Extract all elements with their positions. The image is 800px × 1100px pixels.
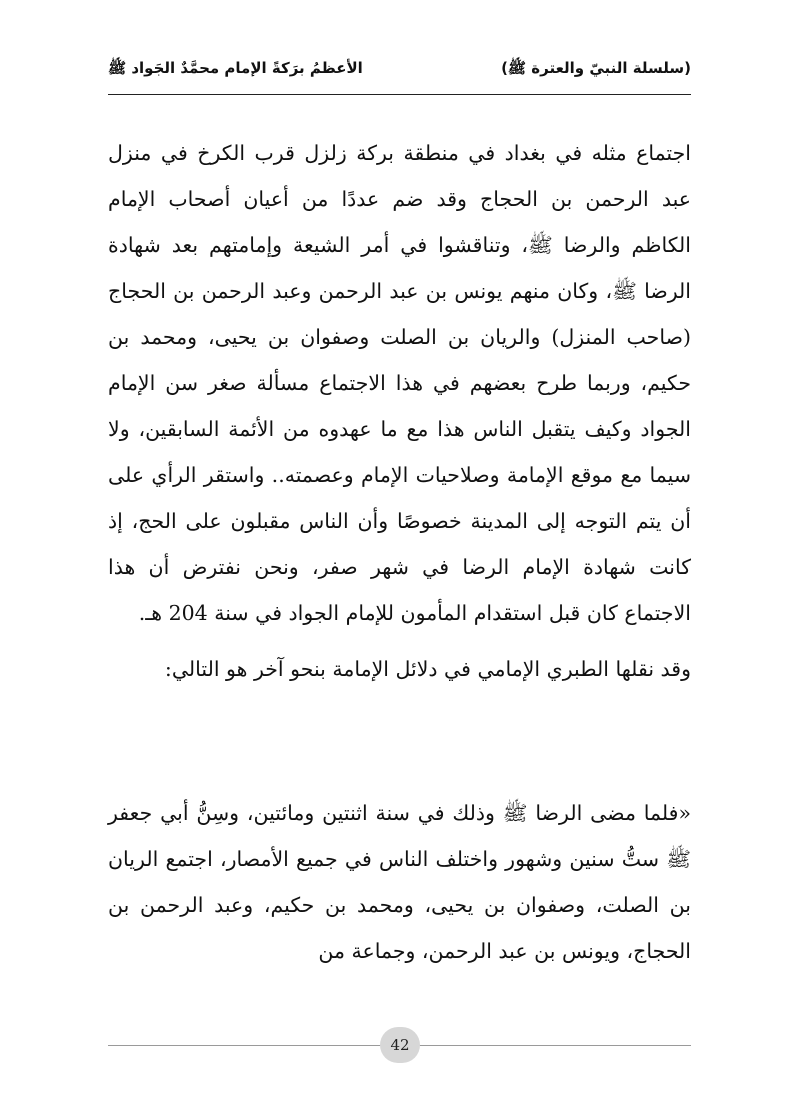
paragraph-meeting: اجتماع مثله في بغداد في منطقة بركة زلزل قرب الكرخ في منزل عبد الرحمن بن الحجاج وقد ضم عددًا من أعيان أصحاب الإمام الكاظم والرضا ﷺ، وتناقشوا في أمر الشيعة وإمامتهم بعد شهادة الرضا ﷺ، وكان منهم يونس بن عبد الرحمن وعبد الرحمن بن الحجاج (صاحب المنزل) والريان بن الصلت وصفوان بن يحيى، ومحمد بن حكيم، وربما طرح بعضهم في هذا الاجتماع مسألة صغر سن الإمام الجواد وكيف يتقبل الناس هذا مع ما عهدوه من الأئمة السابقين، ولا سيما مع موقع الإمامة وصلاحيات الإمام وعصمته.. واستقر الرأي على أن يتم التوجه إلى المدينة خصوصًا وأن الناس مقبلون على الحج، إذ كانت شهادة الإمام الرضا في شهر صفر، ونحن نفترض أن هذا الاجتماع كان قبل استقدام المأمون للإمام الجواد في سنة 204 هـ. [108,141,691,625]
running-header [108,55,691,85]
main-text [108,130,691,692]
quotation-text: «فلما مضى الرضا ﷺ وذلك في سنة اثنتين ومائتين، وسِنُّ أبي جعفر ﷺ ستُّ سنين وشهور واختلف الناس في جميع الأمصار، اجتمع الريان بن الصلت، وصفوان بن يحيى، ومحمد بن حكيم، وعبد الرحمن بن الحجاج، ويونس بن عبد الرحمن، وجماعة من [108,801,691,963]
header-divider [108,94,691,95]
series-title: (سلسلة النبيّ والعترة ﷺ) [501,59,691,77]
page-number: 42 [380,1027,420,1063]
quotation-block [108,790,691,974]
book-title: الأعظمُ برَكةً الإمام محمَّدٌ الجَواد ﷺ [108,59,363,77]
paragraph-tabari-intro: وقد نقلها الطبري الإمامي في دلائل الإمامة بنحو آخر هو التالي: [164,657,691,681]
